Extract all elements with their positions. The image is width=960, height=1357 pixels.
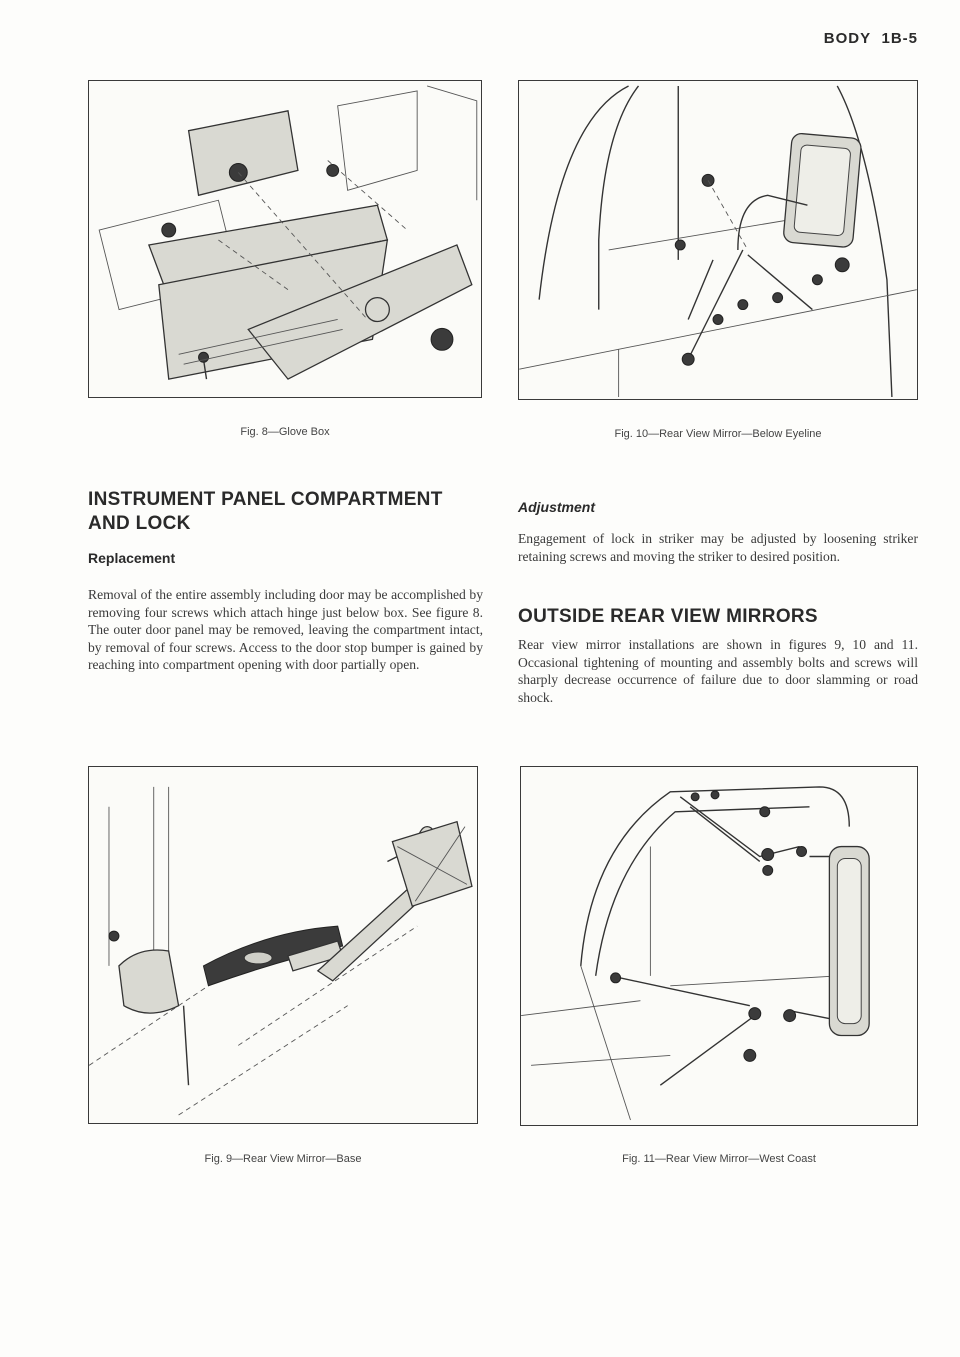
mirror-west-coast-drawing xyxy=(521,767,917,1125)
section-heading-instrument-panel: INSTRUMENT PANEL COMPARTMENT AND LOCK xyxy=(88,489,443,534)
figure-9-caption: Fig. 9—Rear View Mirror—Base xyxy=(204,1153,362,1165)
header-page-number: 1B-5 xyxy=(881,30,918,47)
page-header xyxy=(824,30,918,47)
figure-10-mirror-below-eyeline-illustration xyxy=(518,80,918,400)
mirror-below-eyeline-drawing xyxy=(519,81,917,399)
paragraph-replacement: Removal of the entire assembly including door may be accomplished by removing four screws which attach hinge just below box. See figure 8. The outer door panel may be removed, leaving the compartment intact, by removal of four screws. Access to the door stop bumper is gained by reaching into compartment opening with door partially open. xyxy=(88,587,483,673)
figure-8-caption: Fig. 8—Glove Box xyxy=(240,426,330,438)
paragraph-adjustment: Engagement of lock in striker may be adjusted by loosening striker retaining screws and moving the striker to desired position. xyxy=(518,531,918,564)
figure-9-mirror-base-illustration xyxy=(88,766,478,1124)
mirror-base-drawing xyxy=(89,767,477,1123)
figure-11-caption: Fig. 11—Rear View Mirror—West Coast xyxy=(622,1153,816,1165)
figure-11-mirror-west-coast-illustration xyxy=(520,766,918,1126)
paragraph-outside-mirrors: Rear view mirror installations are shown in figures 9, 10 and 11. Occasional tightening of mounting and assembly bolts and screws will sharply decrease occurrence of failure due to door slamming or road shock. xyxy=(518,637,918,705)
figure-8-glove-box-illustration xyxy=(88,80,482,398)
header-section: BODY xyxy=(823,30,872,47)
subheading-adjustment: Adjustment xyxy=(518,499,595,515)
glove-box-drawing xyxy=(89,81,481,397)
subheading-replacement: Replacement xyxy=(88,550,176,566)
section-heading-outside-mirrors: OUTSIDE REAR VIEW MIRRORS xyxy=(518,606,818,627)
figure-10-caption: Fig. 10—Rear View Mirror—Below Eyeline xyxy=(614,428,822,440)
